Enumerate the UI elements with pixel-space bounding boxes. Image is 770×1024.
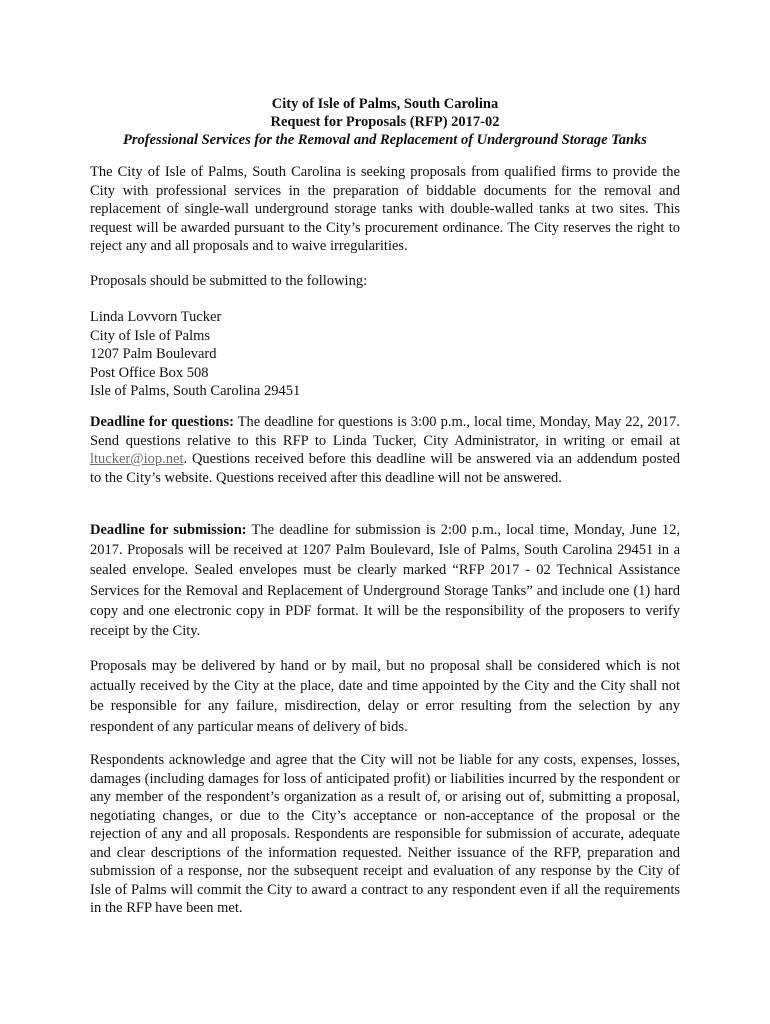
address-city-state-zip: Isle of Palms, South Carolina 29451 [90,383,301,399]
address-po-box: Post Office Box 508 [90,364,209,381]
mailing-address [90,308,680,401]
submission-deadline-text: The deadline for submission is 2:00 p.m., local time, Monday, June 12, 2017. Proposals will be received at 1207 Palm Boulevard, Isle of Palms, South Carolina 29451 in a sealed envelope. Sealed envelopes must be clearly marked “RFP 2017 - 02 Technical Assistance Services for the Removal and Replacement of Underground Storage Tanks” and include one (1) hard copy and one electronic copy in PDF format. It will be the responsibility of the proposers to verify receipt by the City. [90,522,680,640]
questions-deadline-text: The deadline for questions is 3:00 p.m., local time, Monday, May 22, 2017. Send questions relative to this RFP to Linda Tucker, City Administrator, in writing or email at [90,414,680,449]
address-organization: City of Isle of Palms [90,327,211,344]
intro-paragraph: The City of Isle of Palms, South Carolina is seeking proposals from qualified firms to provide the City with professional services in the preparation of biddable documents for the removal and replacement of single-wall underground storage tanks with double-walled tanks at two sites. This request will be awarded pursuant to the City’s procurement ordinance. The City reserves the right to reject any and all proposals and to waive irregularities. [90,164,680,254]
header-rfp-title: Professional Services for the Removal and Replacement of Underground Storage Tanks [123,132,647,148]
submission-deadline-label: Deadline for submission: [90,522,247,538]
delivery-paragraph: Proposals may be delivered by hand or by mail, but no proposal shall be considered which is not actually received by the City at the place, date and time appointed by the City and the City shall not be responsible for any failure, misdirection, delay or error resulting from the selection by any respondent of any particular means of delivery of bids. [90,658,680,735]
liability-paragraph: Respondents acknowledge and agree that the City will not be liable for any costs, expenses, losses, damages (including damages for loss of anticipated profit) or liabilities incurred by the respondent or any member of the respondent’s organization as a result of, or arising out of, submitting a proposal, negotiating changes, or due to the City’s acceptance or non-acceptance of the proposal or the rejection of any and all proposals. Respondents are responsible for submission of accurate, adequate and clear descriptions of the information requested. Neither issuance of the RFP, preparation and submission of a response, nor the subsequent receipt and evaluation of any response by the City of Isle of Palms will commit the City to award a contract to any respondent even if all the requirements in the RFP have been met. [90,752,680,916]
submission-deadline-paragraph [90,520,680,641]
address-street: 1207 Palm Boulevard [90,346,217,362]
questions-deadline-paragraph [90,413,680,487]
header-rfp-number: Request for Proposals (RFP) 2017-02 [270,114,500,130]
address-name: Linda Lovvorn Tucker [90,309,222,325]
submit-to-paragraph: Proposals should be submitted to the following: [90,273,368,289]
questions-deadline-label: Deadline for questions: [90,414,234,430]
header-city: City of Isle of Palms, South Carolina [271,96,499,112]
contact-email-link[interactable]: ltucker@iop.net [90,451,184,467]
questions-deadline-text-end: . Questions received before this deadline will be answered via an addendum posted to the City’s website. Questions received after this deadline will not be answered. [90,451,680,486]
document-header [60,95,710,149]
